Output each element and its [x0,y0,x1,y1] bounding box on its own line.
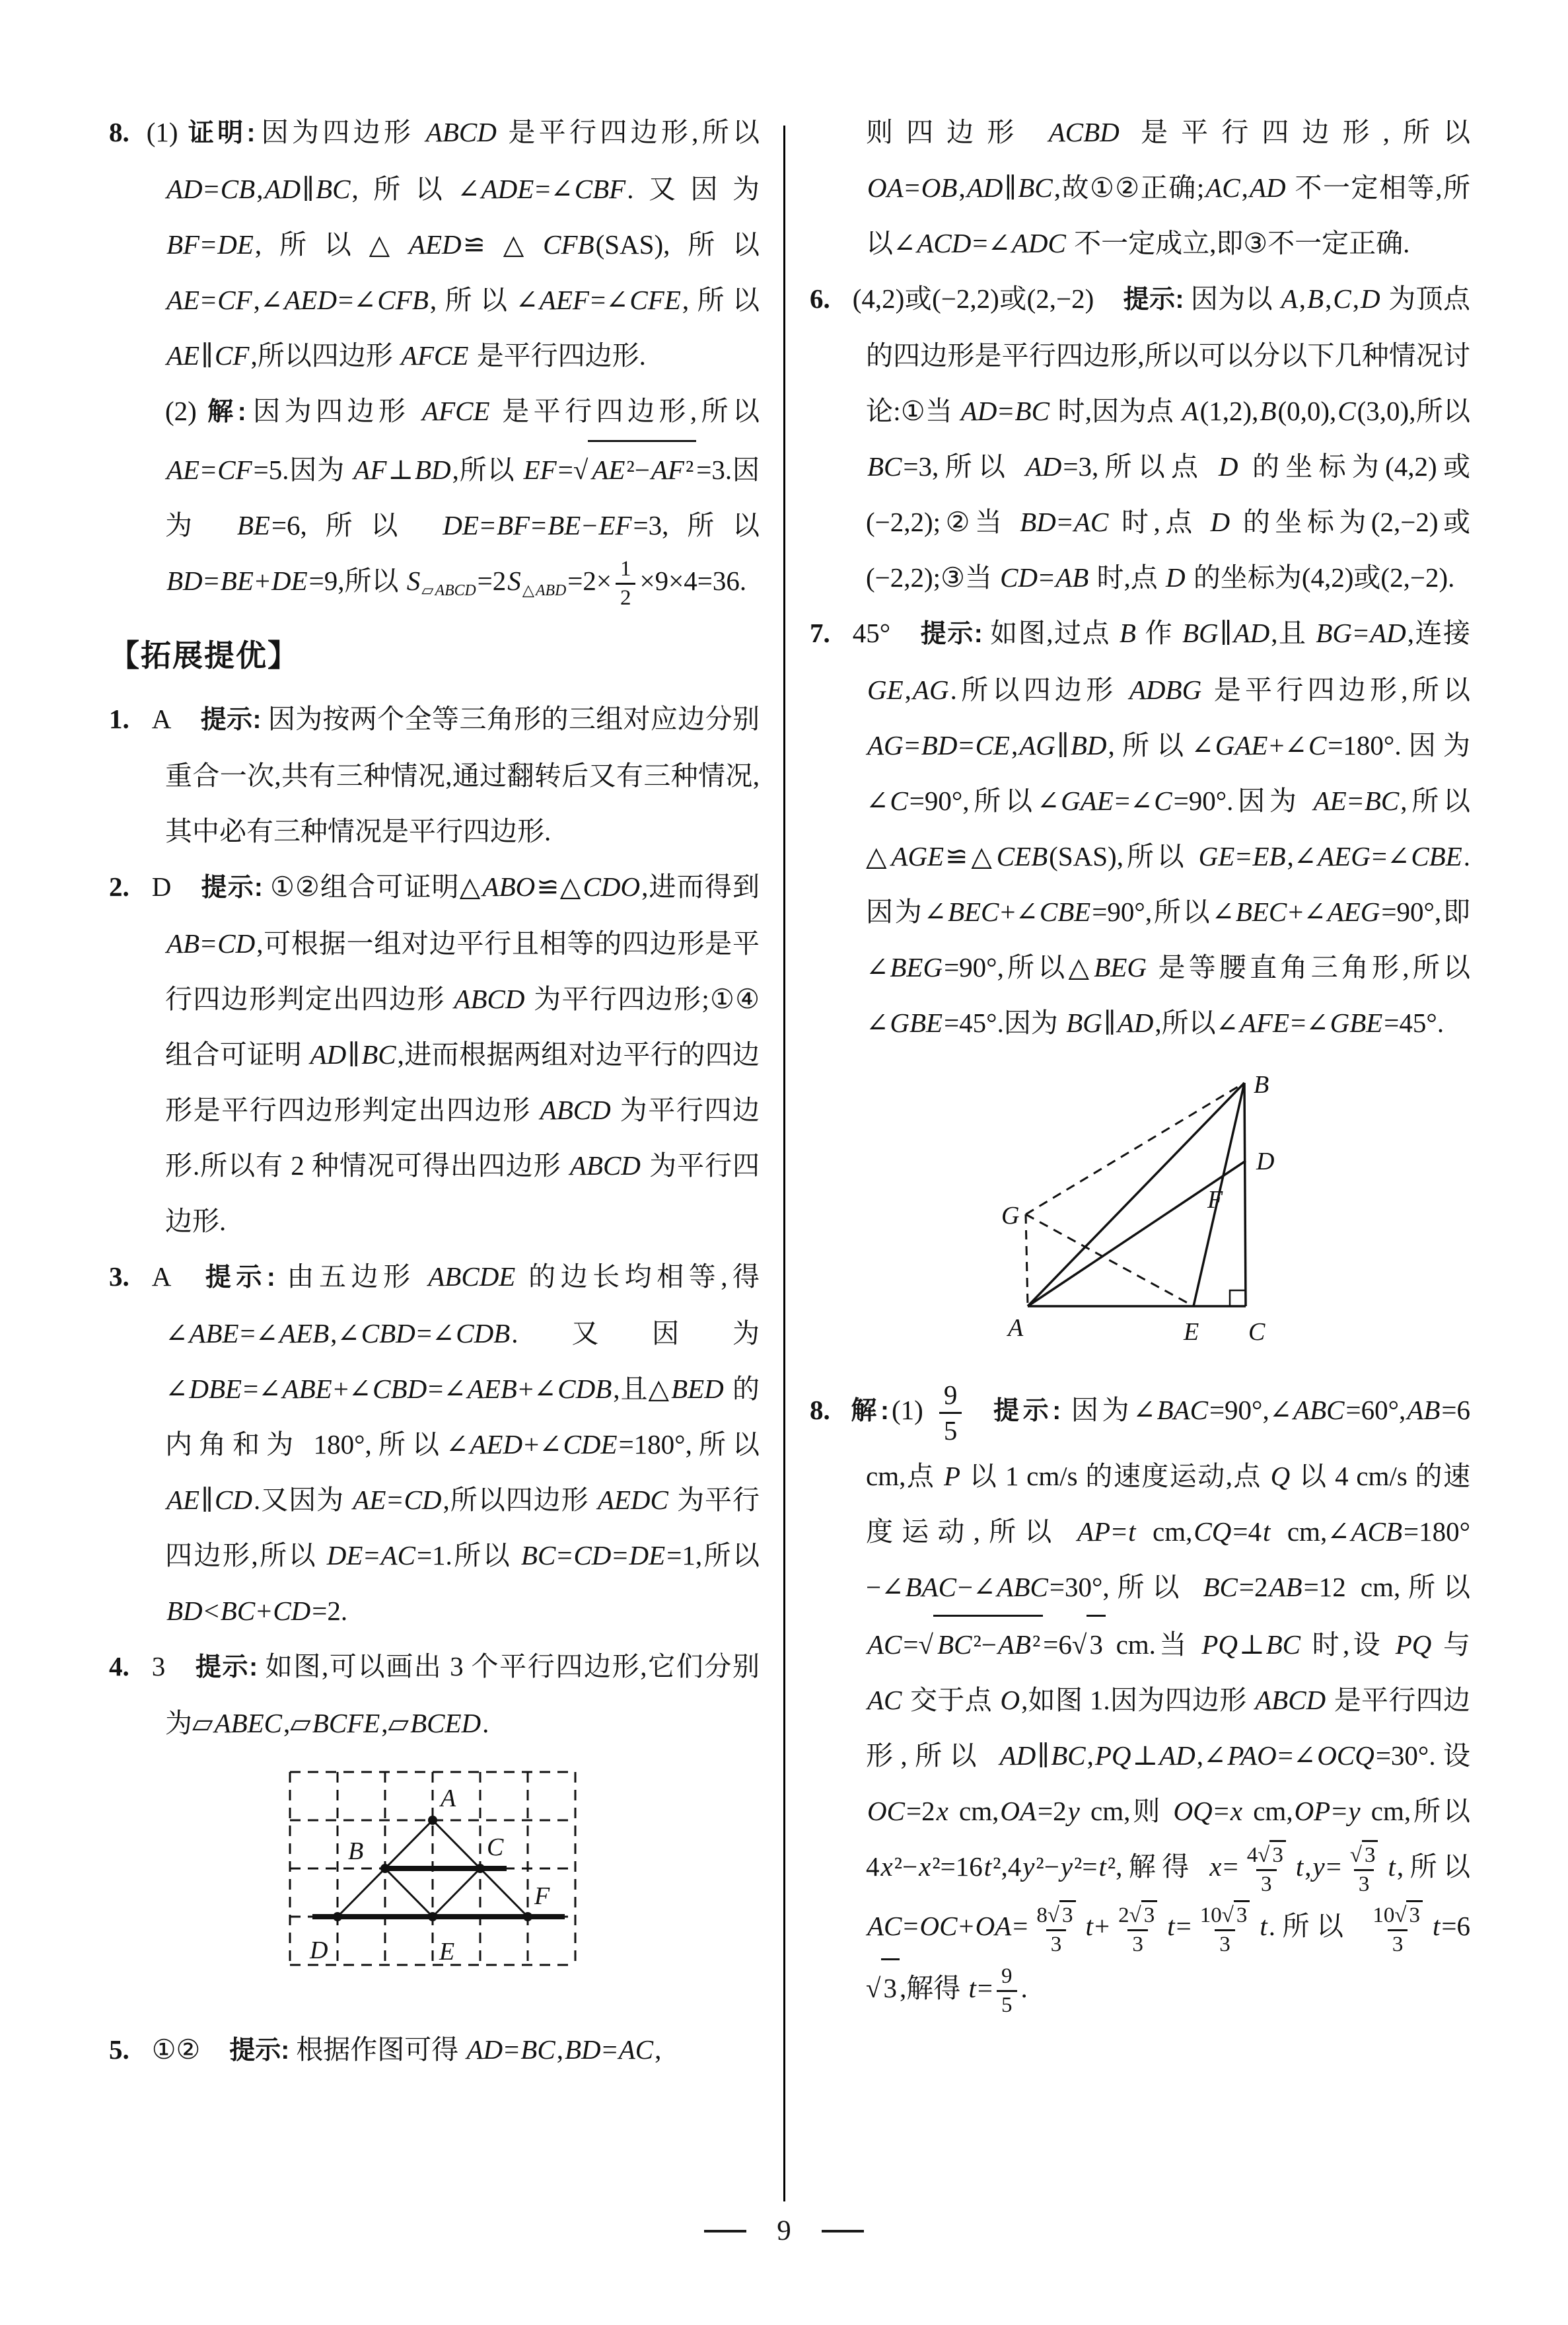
problem-number: 6. [810,283,830,314]
problem-number: 8. [109,117,129,147]
problem-item-5 [109,2022,760,2079]
answer-value: 3 [151,1651,166,1682]
problem-4-figure [274,1763,760,2012]
column-right [810,104,1470,2020]
column-divider [783,126,785,2201]
hint-text: 因为∠BAC=90°,∠ABC=60°,AB=6 cm,点 P 以 1 cm/s 的速度运动,点 Q 以 4 cm/s 的速度运动,所以 AP=t cm,CQ=4t cm,∠ACB=180°−∠BAC−∠ABC=30°,所以 BC=2AB=12 cm,所以 AC= √ BC²−AB² =6 √ 3 cm.当 PQ⊥BC 时,设 PQ 与 AC 交于点 O,如图 1.因为四边形 ABCD 是平行四边形,所以 AD∥BC,PQ⊥AD,∠PAO=∠OCQ=30°.设 OC=2x cm,OA=2y cm,则 OQ=x cm,OP=y cm,所以 4x²−x²=16t²,4y²−y²=t²,解得 x= 4 √ 3 3 t,y= √ 3 3 t,所以 AC=OC+OA= 8 √ 3 3 t+ 2 √ 3 3 t= 10 √ 3 3 t.所以 10 √ 3 3 t=6 √ 3 ,解得 t= $\frac{9}{5}$ . [866,1395,1470,2003]
problem-8-solution [109,104,760,612]
answer-value: D [151,871,172,903]
vertex-label-c: C [487,1833,504,1862]
problem-number: 4. [109,1651,129,1682]
solution-text: 因为四边形 ABCD 是平行四边形,所以 AD=CB,AD∥BC,所以∠ADE=∠CBF.又因为 BF=DE,所以△AED≌△CFB(SAS),所以 AE=CF,∠AED=∠CFB,所以∠AEF=∠CFE,所以 AE∥CF,所以四边形 AFCE 是平行四边形. [166,117,760,371]
part-label: (1) [146,117,178,147]
hint-text: 根据作图可得 AD=BC,BD=AC, [296,2034,662,2065]
hint-text: ①②组合可证明△ABO≌△CDO,进而得到 AB=CD,可根据一组对边平行且相等的四边形是平行四边形判定出四边形 ABCD 为平行四边形;①④组合可证明 AD∥BC,进而根据两组对边平行的四边形是平行四边形判定出四边形 ABCD 为平行四边形.所以有 2 种情况可得出四边形 ABCD 为平行四边形. [165,871,760,1237]
hint-text: 则四边形 ACBD 是平行四边形,所以 OA=OB,AD∥BC,故①②正确;AC,AD 不一定相等,所以∠ACD=∠ADC 不一定成立,即③不一定正确. [866,117,1471,258]
hint-label: 提示: [989,1397,1061,1426]
part-label: (1) [892,1395,923,1426]
solution-text: 因为四边形 AFCE 是平行四边形,所以 AE=CF=5.因为 AF⊥BD,所以 EF= √ AE²−AF² =3.因为 BE=6,所以 DE=BF=BE−EF=3,所以 BD=BE+DE=9,所以 $S_{▱ABCD}=2S_{\triangle ABD}=2\times$ $\frac{1}{2}$ ×9×4=36. [165,396,760,596]
vertex-label-e: E [1184,1318,1199,1346]
vertex-label-f: F [534,1882,550,1911]
right-angle-mark [1230,1290,1246,1306]
page-number-dash-left [704,2230,746,2233]
problem-item-2 [109,859,760,1249]
problem-item-1 [109,691,760,859]
problem-number: 8. [810,1395,830,1426]
problem-number: 2. [109,871,129,903]
problem-number: 1. [109,704,129,735]
part-label: (2) [165,396,197,426]
solve-label: 解: [203,398,246,426]
problem-5-continuation [810,104,1470,271]
hint-text: 由五边形 ABCDE 的边长均相等,得∠ABE=∠AEB,∠CBD=∠CDB.又因为∠DBE=∠ABE+∠CBD=∠AEB+∠CDB,且△BED 的内角和为 180°,所以∠AED+∠CDE=180°,所以 AE∥CD.又因为 AE=CD,所以四边形 AEDC 为平行四边形,所以 DE=AC=1.所以 BC=CD=DE=1,所以 BD<BC+CD=2. [165,1261,760,1627]
solve-label: 解: [847,1397,890,1426]
triangle-figure-svg [1001,1065,1305,1349]
problem-number: 5. [109,2034,129,2065]
vertex-label-d: D [310,1937,328,1965]
problem-8-part-1 [109,104,760,383]
hint-text: 因为以 A,B,C,D 为顶点的四边形是平行四边形,所以可以分以下几种情况讨论:①当 AD=BC 时,因为点 A(1,2),B(0,0),C(3,0),所以 BC=3,所以 AD=3,所以点 D 的坐标为(4,2)或(−2,2);②当 BD=AC 时,点 D 的坐标为(2,−2)或(−2,2);③当 CD=AB 时,点 D 的坐标为(4,2)或(2,−2). [866,283,1471,593]
hint-label: 提示: [919,620,983,648]
problem-8-answer [810,1378,1470,2020]
vertex-label-b: B [348,1837,364,1866]
hint-label: 提示: [200,873,263,903]
page-number: 9 [777,2215,791,2246]
problem-item-3 [109,1249,760,1639]
vertex-label-b: B [1254,1071,1269,1099]
problem-item-7 [810,605,1470,1051]
grid-figure-svg [274,1763,604,1994]
answer-value: A [151,704,172,735]
problem-7-figure [1001,1065,1470,1368]
hint-label: 提示: [194,1653,258,1682]
vertex-label-f: F [1207,1186,1223,1214]
proof-label: 证明: [184,119,256,147]
section-header-expansion: 【拓展提优】 [109,638,299,673]
answer-value: 45° [852,618,891,648]
problem-number: 7. [810,618,830,648]
vertex-label-c: C [1248,1318,1265,1346]
answer-value: ①② [151,2034,201,2065]
vertex-label-d: D [1256,1148,1275,1175]
vertex-label-g: G [1001,1202,1020,1230]
hint-label: 提示: [229,2036,290,2065]
problem-item-6 [810,271,1470,605]
page-footer [0,2215,1568,2247]
problem-item-4 [109,1639,760,1751]
hint-text: 如图,可以画出 3 个平行四边形,它们分别为▱ABEC,▱BCFE,▱BCED. [165,1651,760,1739]
column-left [109,104,760,2079]
answer-value: A [151,1261,172,1292]
vertex-label-a: A [1008,1314,1024,1342]
answer-value: $\frac{9}{5}$ [935,1395,966,1425]
problem-8-part-2 [165,383,760,612]
hint-text: 因为按两个全等三角形的三组对应边分别重合一次,共有三种情况,通过翻转后又有三种情况,其中必有三种情况是平行四边形. [165,704,760,847]
hint-label: 提示: [200,1263,275,1292]
hint-label: 提示: [1123,285,1184,314]
hint-label: 提示: [200,706,262,735]
vertex-label-e: E [439,1938,455,1966]
vertex-label-a: A [441,1785,456,1813]
problem-number: 3. [109,1261,129,1292]
answer-value: (4,2)或(−2,2)或(2,−2) [852,283,1094,314]
page-number-dash-right [822,2230,864,2233]
hint-text: 如图,过点 B 作 BG∥AD,且 BG=AD,连接 GE,AG.所以四边形 ADBG 是平行四边形,所以 AG=BD=CE,AG∥BD,所以∠GAE+∠C=180°.因为∠C=90°,所以∠GAE=∠C=90°.因为 AE=BC,所以△AGE≌△CEB(SAS),所以 GE=EB,∠AEG=∠CBE.因为∠BEC+∠CBE=90°,所以∠BEC+∠AEG=90°,即∠BEG=90°,所以△BEG 是等腰直角三角形,所以∠GBE=45°.因为 BG∥AD,所以∠AFE=∠GBE=45°. [866,618,1471,1038]
